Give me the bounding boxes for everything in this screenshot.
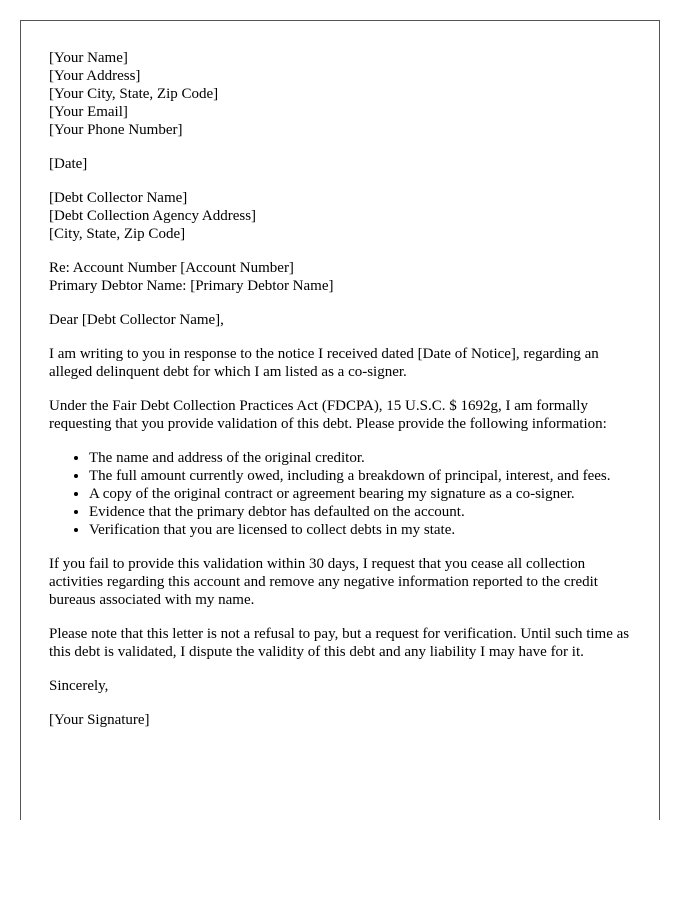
list-item: • A copy of the original contract or agreement bearing my signature as a co-signer. — [89, 485, 633, 503]
intro-paragraph: I am writing to you in response to the notice I received dated [Date of Notice], regarding an alleged delinquent debt for which I am listed as a co-signer. — [49, 346, 599, 380]
list-item: • The name and address of the original creditor. — [89, 449, 633, 467]
letter-content — [49, 49, 633, 745]
salutation: Dear [Debt Collector Name], — [49, 312, 224, 328]
signoff: Sincerely, — [49, 678, 109, 694]
list-item: • Evidence that the primary debtor has defaulted on the account. — [89, 503, 633, 521]
list-item: • Verification that you are licensed to collect debts in my state. — [89, 521, 633, 539]
reference-block — [49, 259, 633, 295]
sender-city-state-zip: [Your City, State, Zip Code] — [49, 86, 219, 102]
dispute-paragraph: Please note that this letter is not a refusal to pay, but a request for verification. Until such time as this debt is validated, I dispute the validity of this debt and any liability I may have for it. — [49, 626, 630, 660]
sender-phone: [Your Phone Number] — [49, 122, 183, 138]
list-item: • The full amount currently owed, including a breakdown of principal, interest, and fees. — [89, 467, 633, 485]
signature: [Your Signature] — [49, 712, 150, 728]
sender-block — [49, 49, 633, 139]
recipient-agency-address: [Debt Collection Agency Address] — [49, 208, 257, 224]
deadline-paragraph: If you fail to provide this validation within 30 days, I request that you cease all collection activities regarding this account and remove any negative information reported to the credit bureaus associated with my name. — [49, 556, 598, 608]
validation-request-list — [49, 449, 633, 539]
fdcpa-paragraph: Under the Fair Debt Collection Practices Act (FDCPA), 15 U.S.C. $ 1692g, I am formally requesting that you provide validation of this debt. Please provide the following information: — [49, 398, 607, 432]
sender-email: [Your Email] — [49, 104, 128, 120]
account-number-line: Re: Account Number [Account Number] — [49, 260, 294, 276]
recipient-name: [Debt Collector Name] — [49, 190, 188, 206]
sender-name: [Your Name] — [49, 50, 128, 66]
recipient-city-state-zip: [City, State, Zip Code] — [49, 226, 186, 242]
recipient-block — [49, 189, 633, 243]
date-block — [49, 155, 633, 173]
letter-page — [20, 20, 660, 820]
primary-debtor-line: Primary Debtor Name: [Primary Debtor Name] — [49, 278, 334, 294]
sender-address: [Your Address] — [49, 68, 141, 84]
letter-date: [Date] — [49, 156, 88, 172]
